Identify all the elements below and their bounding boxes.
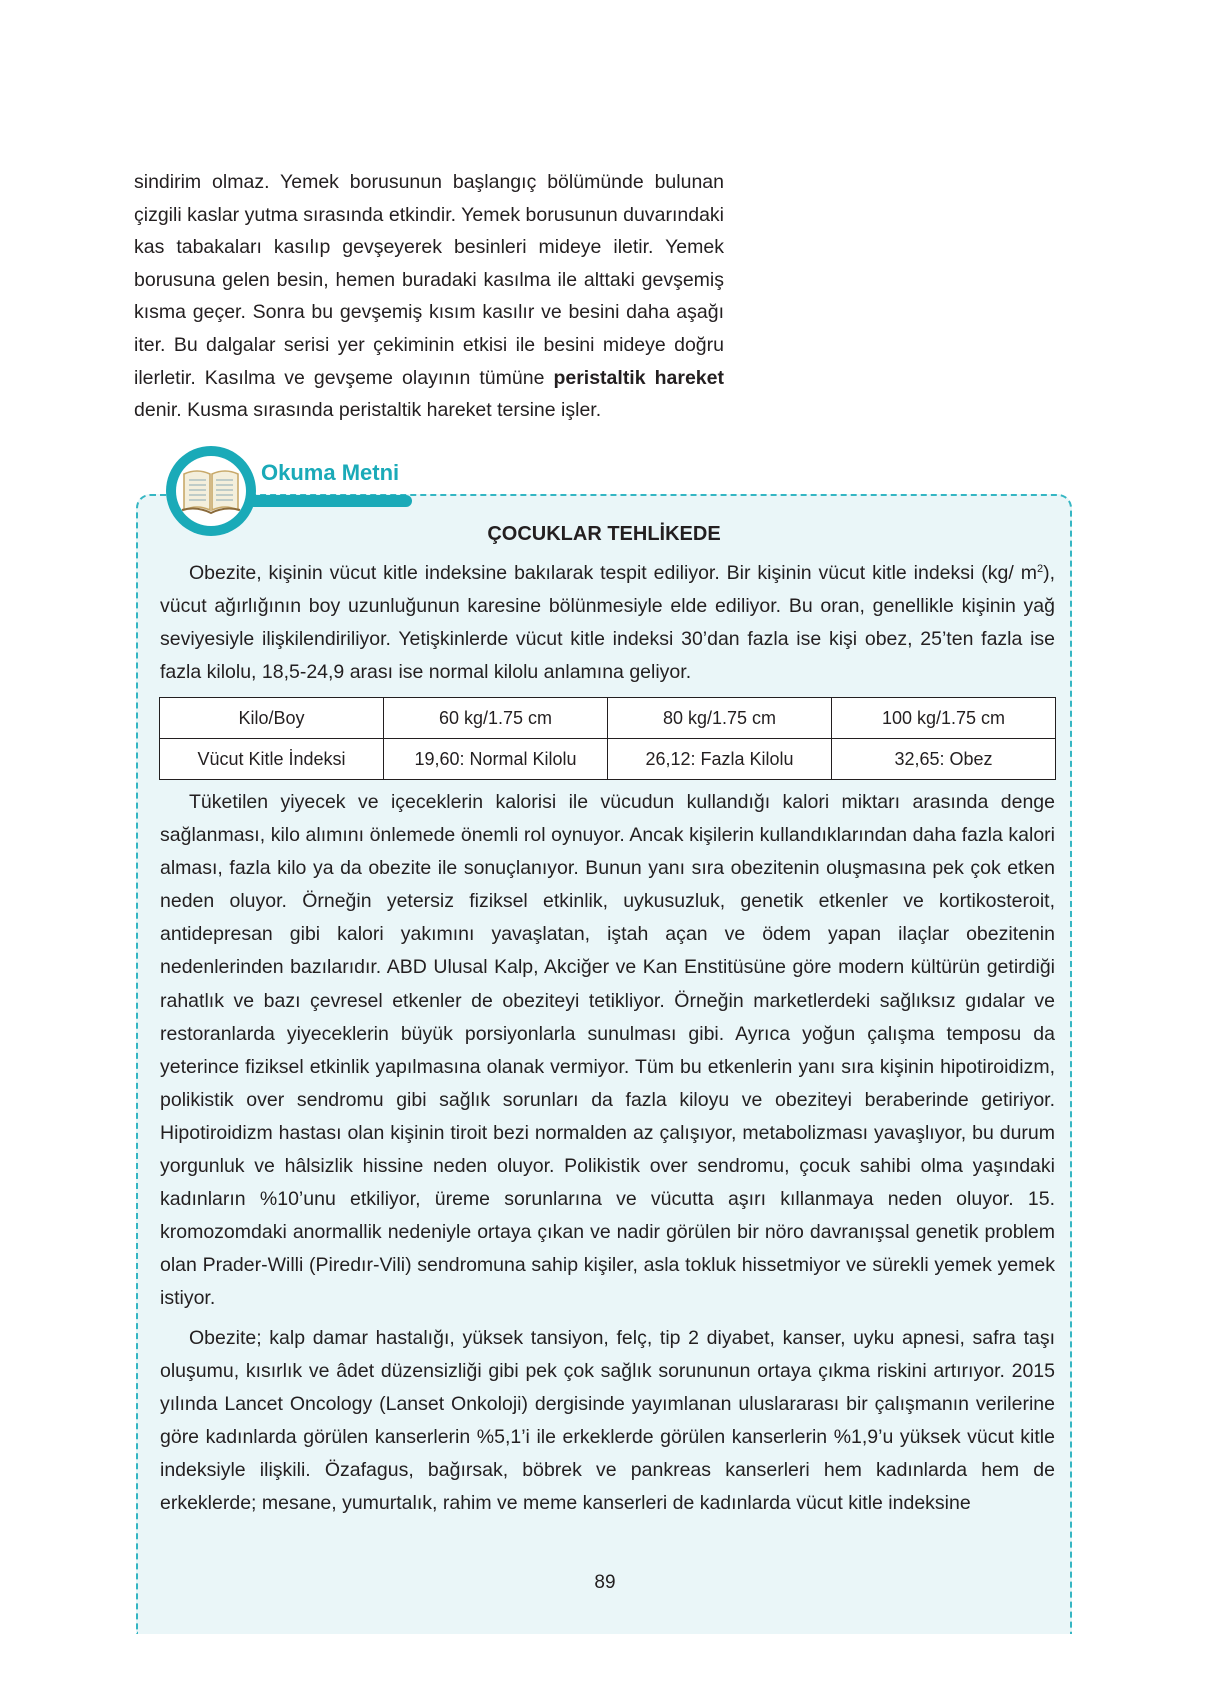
reading-label: Okuma Metni — [261, 460, 400, 485]
table-cell: 100 kg/1.75 cm — [832, 698, 1056, 739]
table-cell: 60 kg/1.75 cm — [384, 698, 608, 739]
intro-paragraph — [134, 166, 724, 427]
p2-text: Tüketilen yiyecek ve içeceklerin kalorisi ile vücudun kullandığı kalori miktarı arasında denge sağlanması, kilo alımını önlemede önemli rol oynuyor. Ancak kişilerin kullandıklarından daha fazla kalori alması, fazla kilo ya da obezite ile sonuçlanıyor. Bunun yanı sıra obezitenin oluşmasına pek çok etken neden oluyor. Örneğin yetersiz fiziksel etkinlik, uykusuzluk, genetik etkenler ve kortikosteroit, antidepresan gibi kalori yakımını yavaşlatan, iştah açan ve ödem yapan ilaçlar obezitenin nedenlerinden bazılarıdır. ABD Ulusal Kalp, Akciğer ve Kan Enstitüsüne göre modern kültürün getirdiği rahatlık ve bazı çevresel etkenler de obeziteyi tetikliyor. Örneğin marketlerdeki sağlıksız gıdalar ve restoranlarda yiyeceklerin büyük porsiyonlarla sunulması gibi. Ayrıca yoğun çalışma temposu da yeterince fiziksel etkinlik yapılmasına olanak vermiyor. Tüm bu etkenlerin yanı sıra kişinin hipotiroidizm, polikistik over sendromu gibi sağlık sorunları da fazla kiloyu ve obeziteyi beraberinde getiriyor. Hipotiroidizm hastası olan kişinin tiroit bezi normalden az çalışıyor, metabolizması yavaşlıyor, bu durum yorgunluk ve hâlsizlik hissine neden oluyor. Polikistik over sendromu, çocuk sahibi olma yaşındaki kadınların %10’unu etkiliyor, üreme sorunlarına ve vücutta aşırı kıllanmaya neden oluyor. 15. kromozomdaki anormallik nedeniyle ortaya çıkan ve nadir görülen bir nöro davranışsal genetik problem olan Prader-Willi (Piredır-Vili) sendromuna sahip kişiler, asla tokluk hissetmiyor ve sürekli yemek yemek istiyor. — [160, 791, 1055, 1310]
intro-bold-term: peristaltik hareket — [553, 366, 724, 389]
reading-paragraph-3 — [160, 1322, 1055, 1521]
open-book-icon — [180, 466, 242, 516]
intro-text — [134, 166, 724, 427]
table-cell: 19,60: Normal Kilolu — [384, 739, 608, 780]
reading-paragraph-1 — [160, 557, 1055, 689]
reading-title: ÇOCUKLAR TEHLİKEDE — [487, 523, 721, 545]
table-row — [160, 739, 1056, 780]
table-cell: 32,65: Obez — [832, 739, 1056, 780]
intro-text-before: sindirim olmaz. Yemek borusunun başlangıç bölümünde bulunan çizgili kaslar yutma sırasında etkindir. Yemek borusunun duvarındaki kas tabakaları kasılıp gevşeyerek besinleri mideye iletir. Yemek borusuna gelen besin, hemen buradaki kasılma ile alttaki gevşemiş kısma geçer. Sonra bu gevşemiş kısım kasılır ve besini daha aşağı iter. Bu dalgalar serisi yer çekiminin etkisi ile besini mideye doğru ilerletir. Kasılma ve gevşeme olayının tümüne — [134, 171, 724, 389]
page-number: 89 — [594, 1572, 616, 1593]
table-row — [160, 698, 1056, 739]
reading-paragraph-2 — [160, 786, 1055, 1316]
table-cell: 26,12: Fazla Kilolu — [608, 739, 832, 780]
table-cell: Kilo/Boy — [160, 698, 384, 739]
intro-text-after: denir. Kusma sırasında peristaltik hareket tersine işler. — [134, 399, 602, 422]
reading-label-bar — [236, 495, 412, 507]
p1-superscript: 2 — [1036, 563, 1044, 575]
bmi-table — [159, 697, 1056, 780]
p3-text: Obezite; kalp damar hastalığı, yüksek tansiyon, felç, tip 2 diyabet, kanser, uyku apnesi, safra taşı oluşumu, kısırlık ve âdet düzensizliği gibi pek çok sağlık sorununun ortaya çıkma riskini artırıyor. 2015 yılında Lancet Oncology (Lanset Onkoloji) dergisinde yayımlanan uluslararası bir çalışmanın verilerine göre kadınlarda görülen kanserlerin %5,1’i ile erkeklerde görülen kanserlerin %1,9’u yüksek vücut kitle indeksiyle ilişkili. Özafagus, bağırsak, böbrek ve pankreas kanserleri hem kadınlarda hem de erkeklerde; mesane, yumurtalık, rahim ve meme kanserleri de kadınlarda vücut kitle indeksine — [160, 1327, 1055, 1515]
p1-text-a: Obezite, kişinin vücut kitle indeksine bakılarak tespit ediliyor. Bir kişinin vücut kitle indeksi (kg/ m — [189, 562, 1037, 584]
p1-text-b: ), vücut ağırlığının boy uzunluğunun karesine bölünmesiyle elde ediliyor. Bu oran, genellikle kişinin yağ seviyesiyle ilişkilendiriliyor. Yetişkinlerde vücut kitle indeksi 30’dan fazla ise kişi obez, 25’ten fazla ise fazla kilolu, 18,5-24,9 arası ise normal kilolu anlamına geliyor. — [160, 562, 1055, 684]
table-cell: 80 kg/1.75 cm — [608, 698, 832, 739]
table-cell: Vücut Kitle İndeksi — [160, 739, 384, 780]
